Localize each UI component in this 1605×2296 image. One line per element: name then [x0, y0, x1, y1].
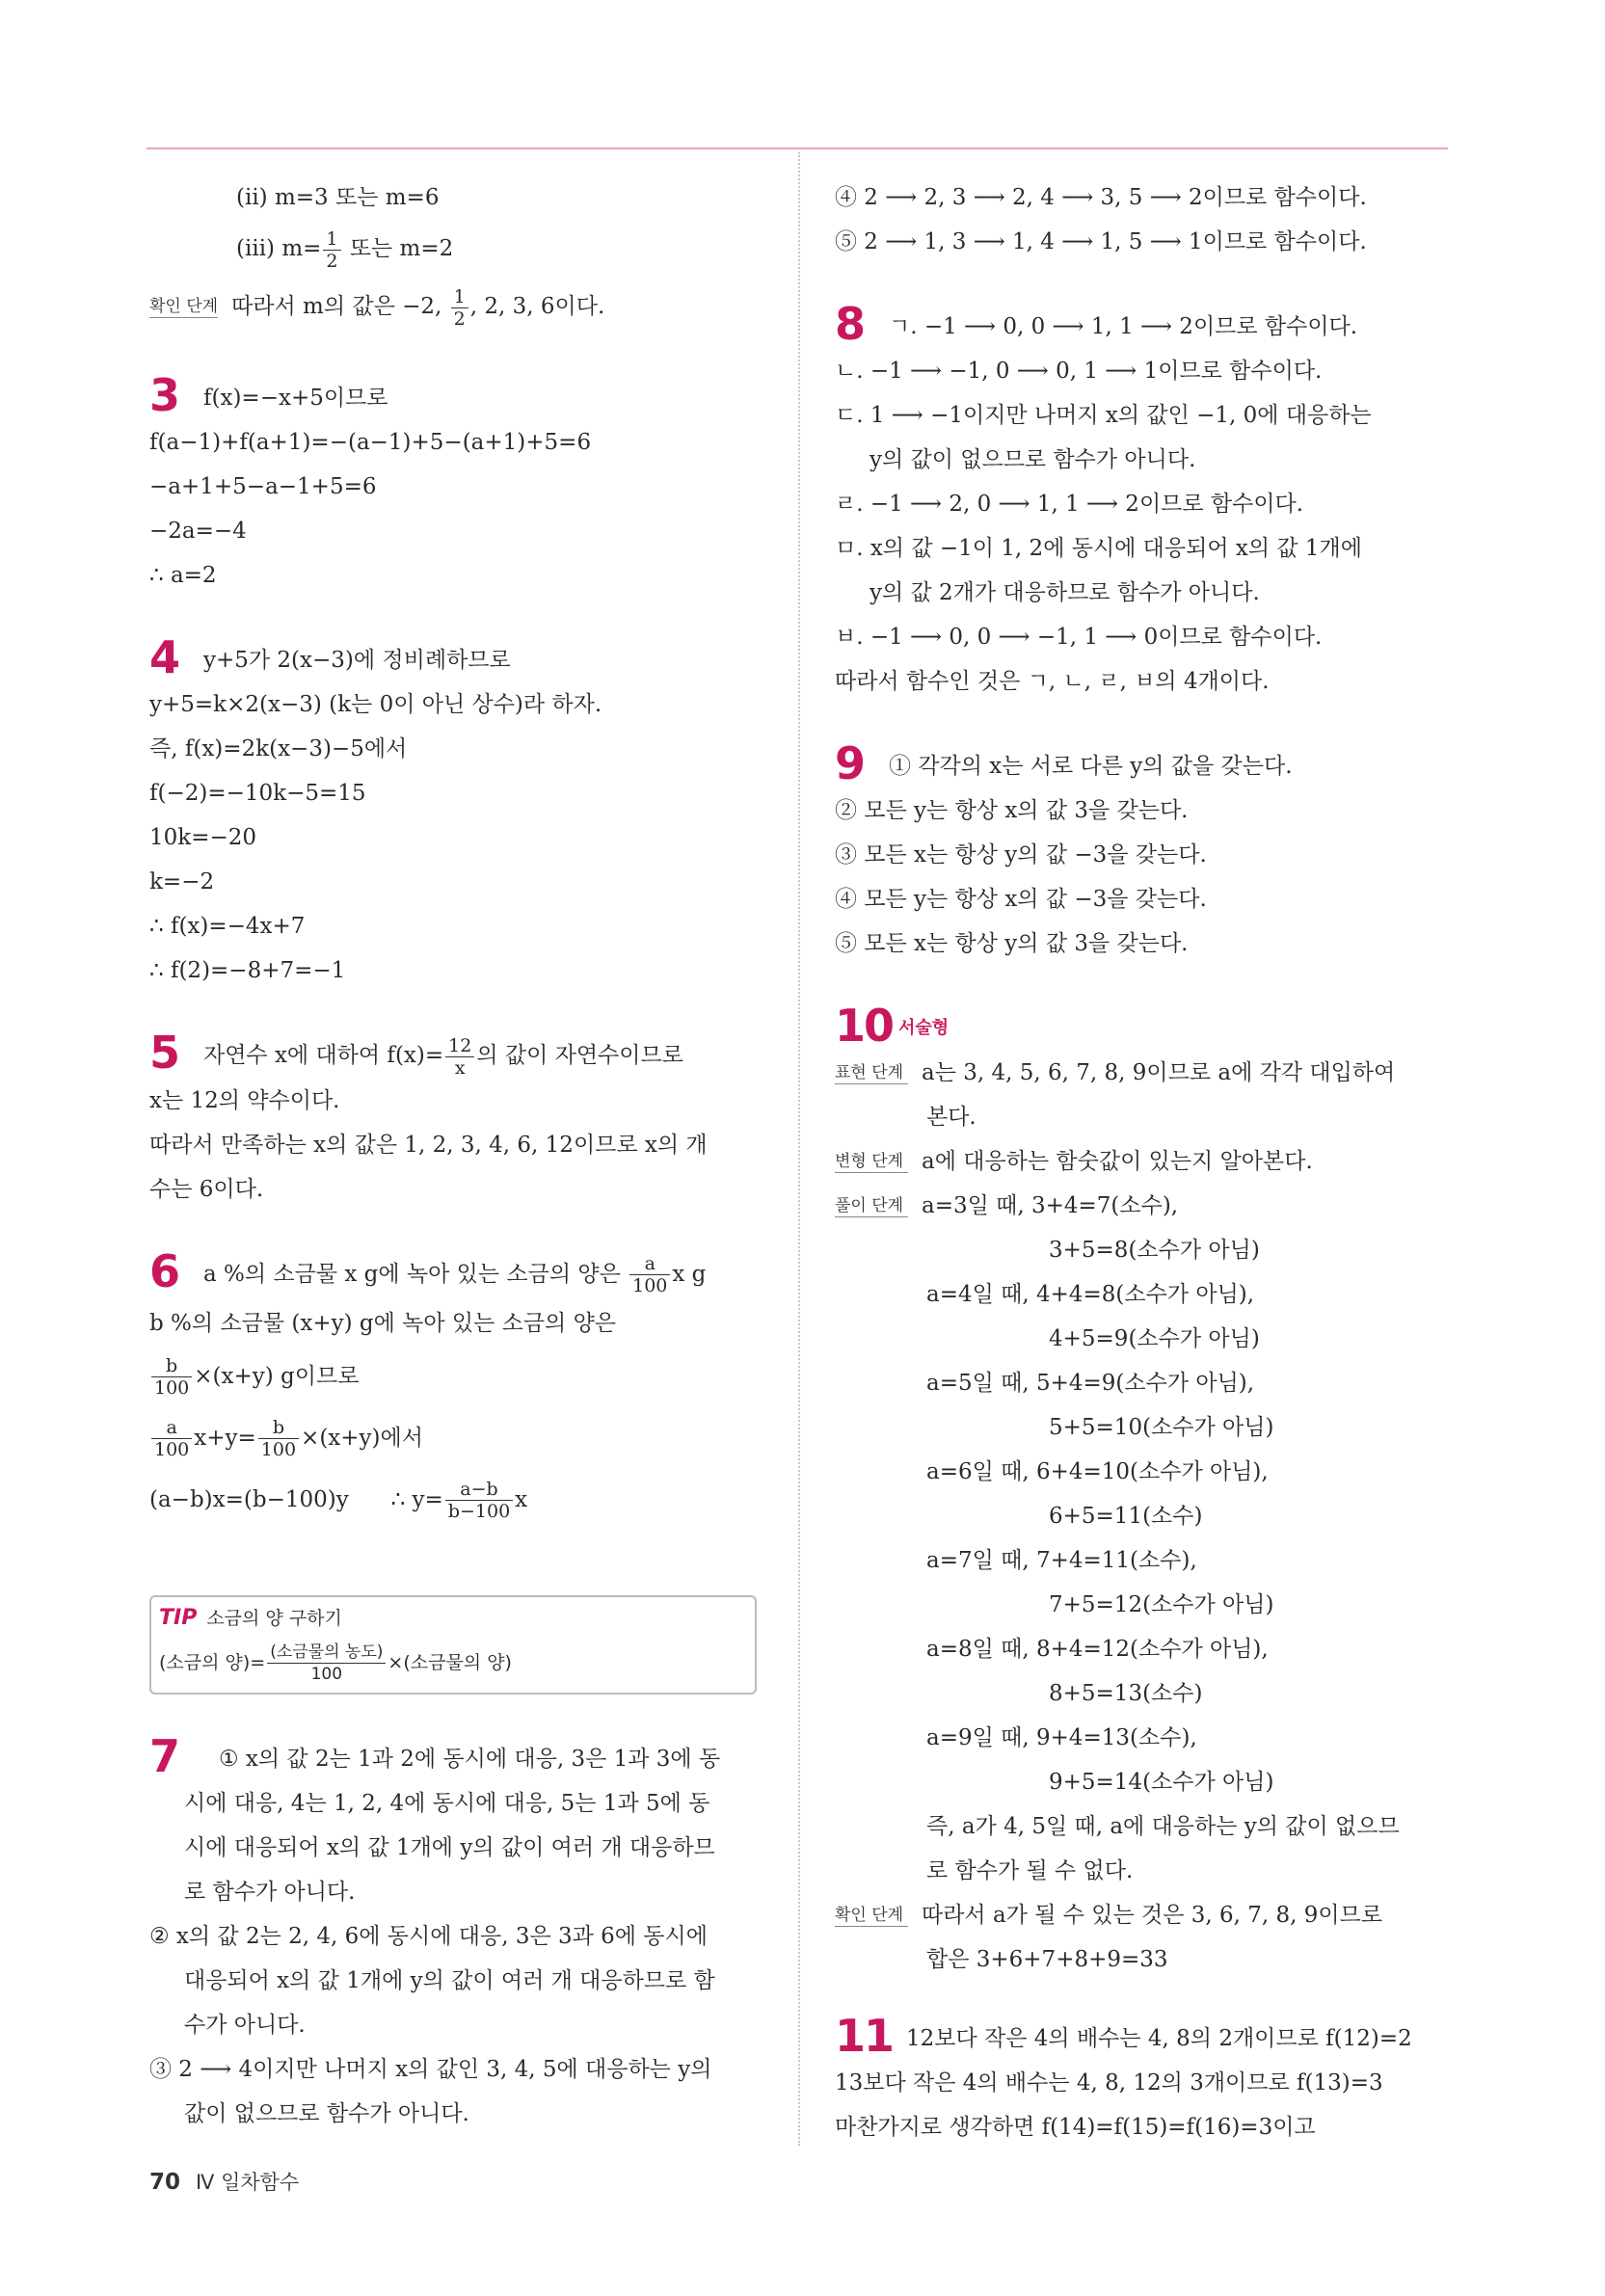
- left-column: [149, 175, 764, 1531]
- problem-11: 11 12보다 작은 4의 배수는 4, 8의 2개이므로 f(12)=2: [835, 2010, 1412, 2062]
- text-line: y의 값 2개가 대응하므로 함수가 아니다.: [869, 580, 1260, 605]
- text-line: −2a=−4: [149, 519, 247, 544]
- text-line: b %의 소금물 (x+y) g에 녹아 있는 소금의 양은: [149, 1310, 617, 1336]
- text-line: ∴ f(x)=−4x+7: [149, 914, 306, 939]
- text-line: a=9일 때, 9+4=13(소수),: [926, 1725, 1197, 1750]
- text-line: 13보다 작은 4의 배수는 4, 8, 12의 3개이므로 f(13)=3: [835, 2070, 1383, 2096]
- problem-5: 5 자연수 x에 대하여 f(x)= $\frac{12}{x}$ 의 값이 자연수이므로: [149, 1027, 683, 1079]
- descriptive-tag: 서술형: [898, 1018, 950, 1038]
- text-line: 풀이 단계 a=3일 때, 3+4=7(소수),: [835, 1193, 1179, 1218]
- step-tag: 확인 단계: [149, 297, 219, 316]
- text-line: a=4일 때, 4+4=8(소수가 아님),: [926, 1282, 1255, 1307]
- text-line: f(−2)=−10k−5=15: [149, 781, 366, 806]
- text-line: 6+5=11(소수): [1049, 1504, 1203, 1529]
- text-line: y의 값이 없으므로 함수가 아니다.: [869, 447, 1196, 472]
- right-column: [835, 175, 1452, 2149]
- fraction: $\frac{12}{x}$: [445, 1035, 474, 1079]
- text-line: 표현 단계 a는 3, 4, 5, 6, 7, 8, 9이므로 a에 각각 대입하여: [835, 1060, 1396, 1085]
- page-footer: [149, 2167, 299, 2196]
- text-line: a=7일 때, 7+4=11(소수),: [926, 1548, 1197, 1573]
- problem-7: 7 ① x의 값 2는 1과 2에 동시에 대응, 3은 1과 3에 동: [149, 1730, 721, 1782]
- top-rule: [147, 147, 1448, 149]
- text-line: ㄴ. −1 ⟶ −1, 0 ⟶ 0, 1 ⟶ 1이므로 함수이다.: [835, 359, 1323, 384]
- text-line: ② 모든 y는 항상 x의 값 3을 갖는다.: [835, 798, 1189, 823]
- text-line: 즉, a가 4, 5일 때, a에 대응하는 y의 값이 없으므: [926, 1814, 1400, 1839]
- text-line: 시에 대응, 4는 1, 2, 4에 동시에 대응, 5는 1과 5에 동: [184, 1791, 710, 1816]
- problem-9: 9 ① 각각의 x는 서로 다른 y의 값을 갖는다.: [835, 737, 1293, 789]
- text-line: 값이 없으므로 함수가 아니다.: [184, 2101, 469, 2126]
- tip-formula: (소금의 양)= $\frac{\text{(소금물의 농도)}}{100}$ ×(소금물의 양): [159, 1642, 512, 1684]
- text-line: 합은 3+6+7+8+9=33: [926, 1947, 1168, 1972]
- text-line: a=6일 때, 6+4=10(소수가 아님),: [926, 1459, 1269, 1484]
- problem-number: 3: [149, 369, 179, 421]
- step-tag: 확인 단계: [835, 1905, 908, 1927]
- problem-number: 9: [835, 737, 865, 789]
- text-line: 수가 아니다.: [184, 2013, 306, 2038]
- fraction: $\frac{1}{2}$: [323, 228, 340, 272]
- text-line: 즉, f(x)=2k(x−3)−5에서: [149, 736, 408, 761]
- text-line: ⑤ 모든 x는 항상 y의 값 3을 갖는다.: [835, 931, 1189, 956]
- text-line: 따라서 만족하는 x의 값은 1, 2, 3, 4, 6, 12이므로 x의 개: [149, 1132, 708, 1158]
- column-divider: [798, 152, 800, 2146]
- text-line: ㄷ. 1 ⟶ −1이지만 나머지 x의 값인 −1, 0에 대응하는: [835, 403, 1372, 428]
- text-line: 로 함수가 될 수 없다.: [926, 1858, 1134, 1883]
- text-line: $\frac{a}{100}$ x+y= $\frac{b}{100}$ ×(x+y)에서: [149, 1407, 764, 1469]
- text-line: 마찬가지로 생각하면 f(14)=f(15)=f(16)=3이고: [835, 2115, 1316, 2140]
- text-line: x는 12의 약수이다.: [149, 1087, 340, 1113]
- text-line: ㄹ. −1 ⟶ 2, 0 ⟶ 1, 1 ⟶ 2이므로 함수이다.: [835, 492, 1304, 517]
- fraction: $\frac{a}{100}$: [629, 1253, 670, 1296]
- step-tag: 변형 단계: [835, 1151, 908, 1173]
- text-line: ∴ a=2: [149, 563, 217, 588]
- fraction: $\frac{b}{100}$: [258, 1417, 299, 1460]
- problem-8: 8 ㄱ. −1 ⟶ 0, 0 ⟶ 1, 1 ⟶ 2이므로 함수이다.: [835, 298, 1358, 350]
- text-line: 7+5=12(소수가 아님): [1049, 1592, 1274, 1617]
- problem-4: 4 y+5가 2(x−3)에 정비례하므로: [149, 631, 511, 683]
- text-line: 5+5=10(소수가 아님): [1049, 1415, 1274, 1440]
- fraction: $\frac{a}{100}$: [151, 1417, 192, 1460]
- fraction: $\frac{a-b}{b-100}$: [445, 1479, 513, 1522]
- step-tag: 풀이 단계: [835, 1195, 908, 1217]
- page-number: 70: [149, 2170, 181, 2195]
- text-line: (ⅲ) m= $\frac{1}{2}$ 또는 m=2: [236, 227, 454, 272]
- problem-number: 7: [149, 1730, 179, 1782]
- text-line: ㅂ. −1 ⟶ 0, 0 ⟶ −1, 1 ⟶ 0이므로 함수이다.: [835, 625, 1323, 650]
- problem-3: 3 f(x)=−x+5이므로: [149, 369, 388, 421]
- text-line: y+5=k×2(x−3) (k는 0이 아닌 상수)라 하자.: [149, 692, 602, 717]
- text-line: a=5일 때, 5+4=9(소수가 아님),: [926, 1371, 1255, 1396]
- left-column-lower: [149, 1731, 764, 2136]
- text-line: 따라서 함수인 것은 ㄱ, ㄴ, ㄹ, ㅂ의 4개이다.: [835, 669, 1270, 694]
- text-line: ③ 모든 x는 항상 y의 값 −3을 갖는다.: [835, 842, 1207, 868]
- text-line: (ⅱ) m=3 또는 m=6: [236, 185, 440, 210]
- problem-number: 5: [149, 1027, 179, 1079]
- text-line: 확인 단계 따라서 a가 될 수 있는 것은 3, 6, 7, 8, 9이므로: [835, 1903, 1383, 1928]
- text-line: 4+5=9(소수가 아님): [1049, 1326, 1260, 1351]
- problem-6: 6 a %의 소금물 x g에 녹아 있는 소금의 양은 $\frac{a}{100}$ x g: [149, 1244, 707, 1297]
- problem-number: 11: [835, 2010, 894, 2062]
- problem-number: 8: [835, 298, 865, 350]
- problem-number: 6: [149, 1244, 179, 1297]
- text-line: a=8일 때, 8+4=12(소수가 아님),: [926, 1637, 1269, 1662]
- text-line: 9+5=14(소수가 아님): [1049, 1770, 1274, 1795]
- step-tag: 표현 단계: [835, 1062, 908, 1084]
- text-line: f(a−1)+f(a+1)=−(a−1)+5−(a+1)+5=6: [149, 430, 592, 455]
- tip-box: [149, 1595, 757, 1695]
- fraction: $\frac{1}{2}$: [451, 286, 468, 330]
- text-line: 본다.: [926, 1105, 976, 1130]
- text-line: ③ 2 ⟶ 4이지만 나머지 x의 값인 3, 4, 5에 대응하는 y의: [149, 2057, 712, 2082]
- text-line: ∴ f(2)=−8+7=−1: [149, 958, 346, 983]
- text-line: ④ 2 ⟶ 2, 3 ⟶ 2, 4 ⟶ 3, 5 ⟶ 2이므로 함수이다.: [835, 185, 1367, 210]
- problem-number: 4: [149, 631, 179, 683]
- text-line: 3+5=8(소수가 아님): [1049, 1238, 1260, 1263]
- tip-label: TIP: [159, 1606, 198, 1630]
- text-line: ⑤ 2 ⟶ 1, 3 ⟶ 1, 4 ⟶ 1, 5 ⟶ 1이므로 함수이다.: [835, 229, 1367, 254]
- fraction: $\frac{b}{100}$: [151, 1355, 192, 1399]
- text-line: 수는 6이다.: [149, 1176, 264, 1202]
- section-title: Ⅳ 일차함수: [196, 2171, 300, 2194]
- text-line: ② x의 값 2는 2, 4, 6에 동시에 대응, 3은 3과 6에 동시에: [149, 1924, 708, 1949]
- text-line: 10k=−20: [149, 825, 257, 850]
- tip-title: 소금의 양 구하기: [206, 1608, 342, 1629]
- text-line: 변형 단계 a에 대응하는 함숫값이 있는지 알아본다.: [835, 1149, 1313, 1174]
- problem-10: [835, 1001, 1452, 1051]
- text-line: ㅁ. x의 값 −1이 1, 2에 동시에 대응되어 x의 값 1개에: [835, 536, 1362, 561]
- text-line: 시에 대응되어 x의 값 1개에 y의 값이 여러 개 대응하므: [184, 1835, 715, 1860]
- text-line: 8+5=13(소수): [1049, 1681, 1203, 1706]
- text-line: 대응되어 x의 값 1개에 y의 값이 여러 개 대응하므로 함: [184, 1968, 715, 1993]
- problem-number: 10: [835, 1000, 894, 1052]
- text-line: 로 함수가 아니다.: [184, 1880, 356, 1905]
- text-line: (a−b)x=(b−100)y ∴ y= $\frac{a-b}{b-100}$ x: [149, 1479, 528, 1522]
- text-line: −a+1+5−a−1+5=6: [149, 474, 377, 499]
- text-line: ④ 모든 y는 항상 x의 값 −3을 갖는다.: [835, 887, 1207, 912]
- text-line: $\frac{b}{100}$ ×(x+y) g이므로: [149, 1346, 764, 1407]
- text-line: 확인 단계 따라서 m의 값은 −2, $\frac{1}{2}$ , 2, 3, 6이다.: [149, 285, 605, 330]
- text-line: k=−2: [149, 869, 215, 894]
